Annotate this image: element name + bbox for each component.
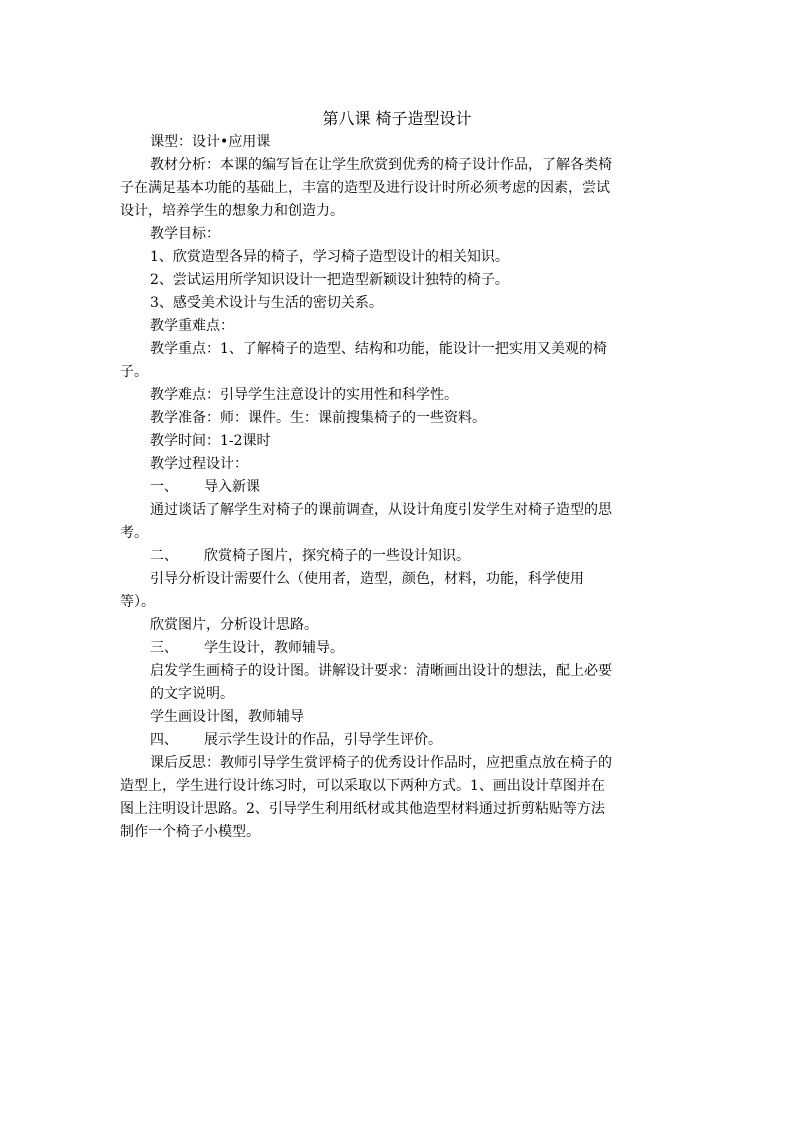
section-2-text-line-3: 欣赏图片，分析设计思路。 [150, 617, 318, 633]
reflection-line-4: 制作一个椅子小模型。 [120, 824, 260, 840]
section-2-number: 二、 [150, 548, 178, 564]
material-analysis-line-3: 设计，培养学生的想象力和创造力。 [120, 203, 344, 219]
reflection-line-1: 课后反思：教师引导学生赏评椅子的优秀设计作品时，应把重点放在椅子的 [150, 755, 612, 771]
goal-2: 2、尝试运用所学知识设计一把造型新颖设计独特的椅子。 [150, 272, 509, 288]
reflection-line-3: 图上注明设计思路。2、引导学生利用纸材或其他造型材料通过折剪粘贴等方法 [120, 801, 605, 817]
page-title: 第八课 椅子造型设计 [322, 109, 472, 128]
goals-heading: 教学目标： [150, 226, 220, 242]
section-3-text-line-2: 的文字说明。 [150, 686, 234, 702]
key-point-line-1: 教学重点：1、了解椅子的造型、结构和功能，能设计一把实用又美观的椅 [150, 341, 607, 357]
section-1-text-line-2: 考。 [120, 525, 148, 541]
section-4-title: 展示学生设计的作品，引导学生评价。 [204, 732, 442, 748]
key-points-heading: 教学重难点： [150, 318, 234, 334]
section-2-text-line-1: 引导分析设计需要什么（使用者，造型，颜色，材料，功能，科学使用 [150, 571, 584, 587]
section-1-number: 一、 [150, 479, 178, 495]
section-4-number: 四、 [150, 732, 178, 748]
preparation: 教学准备：师：课件。生：课前搜集椅子的一些资料。 [150, 410, 486, 426]
section-1-text-line-1: 通过谈话了解学生对椅子的课前调查，从设计角度引发学生对椅子造型的思 [150, 502, 612, 518]
goal-1: 1、欣赏造型各异的椅子，学习椅子造型设计的相关知识。 [150, 249, 509, 265]
section-2-title: 欣赏椅子图片，探究椅子的一些设计知识。 [204, 548, 470, 564]
section-1-heading [150, 477, 260, 497]
section-4-heading [150, 730, 442, 750]
section-3-text-line-3: 学生画设计图，教师辅导 [150, 709, 304, 725]
section-3-text-line-1: 启发学生画椅子的设计图。讲解设计要求：清晰画出设计的想法，配上必要 [150, 663, 612, 679]
section-3-number: 三、 [150, 640, 178, 656]
material-analysis-line-1: 教材分析：本课的编写旨在让学生欣赏到优秀的椅子设计作品，了解各类椅 [150, 157, 612, 173]
section-3-title: 学生设计，教师辅导。 [204, 640, 344, 656]
process-heading: 教学过程设计： [150, 456, 248, 472]
lesson-type: 课型：设计•应用课 [150, 134, 271, 150]
section-1-title: 导入新课 [204, 479, 260, 495]
section-2-heading [150, 546, 470, 566]
key-point-line-2: 子。 [120, 364, 148, 380]
section-2-text-line-2: 等）。 [120, 594, 155, 610]
section-3-heading [150, 638, 344, 658]
material-analysis-line-2: 子在满足基本功能的基础上，丰富的造型及进行设计时所必须考虑的因素，尝试 [120, 180, 610, 196]
reflection-line-2: 造型上，学生进行设计练习时，可以采取以下两种方式。1、画出设计草图并在 [120, 778, 605, 794]
goal-3: 3、感受美术设计与生活的密切关系。 [150, 295, 383, 311]
difficulty: 教学难点：引导学生注意设计的实用性和科学性。 [150, 387, 458, 403]
teaching-time: 教学时间：1-2课时 [150, 433, 271, 449]
